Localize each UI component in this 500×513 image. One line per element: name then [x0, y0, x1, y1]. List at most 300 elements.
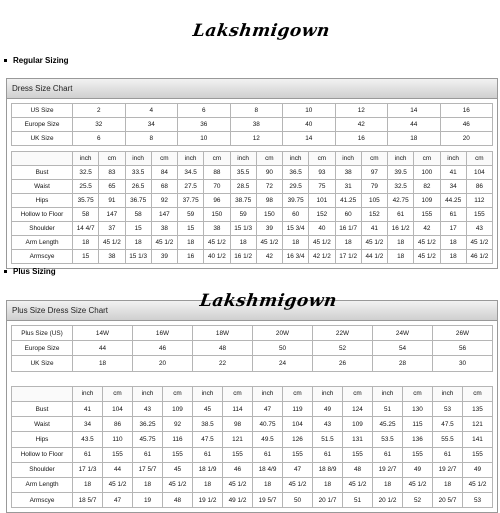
measurement-row [12, 250, 493, 264]
measurement-cell: 105 [361, 194, 387, 208]
measurement-cell: 98 [223, 417, 253, 432]
measurement-cell: 18 [335, 236, 361, 250]
measurement-cell: 58 [73, 208, 99, 222]
measurement-row [12, 432, 493, 447]
measurement-cell: 18 [73, 477, 103, 492]
measurement-cell: 126 [283, 432, 313, 447]
unit-cell: cm [223, 386, 253, 401]
measurement-cell: 55.5 [433, 432, 463, 447]
measurement-cell: 16 1/7 [335, 222, 361, 236]
unit-cell: cm [466, 152, 492, 166]
unit-cell: inch [283, 152, 309, 166]
unit-cell: inch [230, 152, 256, 166]
measurement-cell: 18 [388, 250, 414, 264]
row-label: Armscye [12, 493, 73, 508]
plus-size-chart [6, 300, 498, 513]
section-title-plus [4, 267, 56, 276]
size-cell: 18W [193, 326, 253, 341]
size-cell: 40 [283, 118, 336, 132]
unit-cell: inch [440, 152, 466, 166]
size-cell: 14 [388, 104, 441, 118]
measurement-cell: 42 1/2 [309, 250, 335, 264]
measurement-cell: 58 [125, 208, 151, 222]
size-cell: 2 [73, 104, 126, 118]
measurement-cell: 42.75 [388, 194, 414, 208]
size-cell: 26 [313, 356, 373, 371]
measurement-cell: 75 [309, 180, 335, 194]
size-cell: 28 [373, 356, 433, 371]
measurement-cell: 136 [403, 432, 433, 447]
measurement-cell: 43.5 [73, 432, 103, 447]
size-cell: 56 [433, 341, 493, 356]
measurement-cell: 112 [466, 194, 492, 208]
unit-cell: cm [414, 152, 440, 166]
measurement-row [12, 493, 493, 508]
brand-logo-watermark: Lakshmigown [198, 291, 339, 311]
size-row [12, 104, 493, 118]
measurement-cell: 147 [151, 208, 177, 222]
measurement-cell: 110 [103, 432, 133, 447]
measurement-cell: 150 [256, 208, 282, 222]
measurement-cell: 60 [335, 208, 361, 222]
unit-cell: inch [373, 386, 403, 401]
measurement-cell: 96 [204, 194, 230, 208]
size-row [12, 356, 493, 371]
size-cell: 44 [388, 118, 441, 132]
measurement-cell: 18 [125, 236, 151, 250]
unit-cell: cm [151, 152, 177, 166]
measurement-cell: 61 [253, 447, 283, 462]
measurement-cell: 15 [178, 222, 204, 236]
measurement-cell: 18 [193, 477, 223, 492]
measurement-cell: 88 [204, 166, 230, 180]
size-cell: 18 [388, 132, 441, 146]
measurement-cell: 46 1/2 [466, 250, 492, 264]
measurement-cell: 16 3/4 [283, 250, 309, 264]
measurement-cell: 18 [313, 477, 343, 492]
size-cell: 6 [178, 104, 231, 118]
measurement-cell: 46 [223, 462, 253, 477]
unit-cell: inch [433, 386, 463, 401]
size-cell: 22W [313, 326, 373, 341]
size-row [12, 118, 493, 132]
unit-cell: inch [178, 152, 204, 166]
size-cell: 12 [230, 132, 283, 146]
measurement-row [12, 462, 493, 477]
measurement-cell: 45 [163, 462, 193, 477]
measurement-cell: 17 5/7 [133, 462, 163, 477]
measurement-cell: 83 [99, 166, 125, 180]
size-cell: 30 [433, 356, 493, 371]
row-label: Arm Length [12, 236, 73, 250]
size-cell: 24W [373, 326, 433, 341]
unit-cell: cm [309, 152, 335, 166]
size-cell: 20 [440, 132, 493, 146]
unit-cell: inch [73, 152, 99, 166]
measurement-cell: 43 [466, 222, 492, 236]
measurement-cell: 45 1/2 [463, 477, 493, 492]
measurement-cell: 20 1/7 [313, 493, 343, 508]
measurement-cell: 104 [103, 401, 133, 416]
unit-cell: inch [253, 386, 283, 401]
size-cell: 32 [73, 118, 126, 132]
measurement-cell: 38.75 [230, 194, 256, 208]
size-cell: 36 [178, 118, 231, 132]
measurement-cell: 38.5 [193, 417, 223, 432]
measurement-cell: 40 [309, 222, 335, 236]
measurement-cell: 33.5 [125, 166, 151, 180]
measurement-cell: 124 [343, 401, 373, 416]
size-cell: 52 [313, 341, 373, 356]
size-row [12, 326, 493, 341]
measurement-cell: 49 1/2 [223, 493, 253, 508]
size-cell: 26W [433, 326, 493, 341]
measurement-cell: 150 [204, 208, 230, 222]
measurement-cell: 17 [440, 222, 466, 236]
measurement-cell: 15 3/4 [283, 222, 309, 236]
row-label: UK Size [12, 356, 73, 371]
measurement-cell: 45 1/2 [151, 236, 177, 250]
size-cell: 14W [73, 326, 133, 341]
measurement-cell: 45 1/2 [309, 236, 335, 250]
measurement-cell: 61 [193, 447, 223, 462]
measurement-cell: 41 [361, 222, 387, 236]
measurement-cell: 32.5 [388, 180, 414, 194]
measurement-cell: 36.75 [125, 194, 151, 208]
size-cell: 16 [335, 132, 388, 146]
size-cell: 16 [440, 104, 493, 118]
measurement-cell: 19 [133, 493, 163, 508]
bullet-icon [4, 59, 7, 62]
measurement-cell: 16 1/2 [230, 250, 256, 264]
measurement-cell: 18 [373, 477, 403, 492]
measurement-cell: 25.5 [73, 180, 99, 194]
measurement-cell: 45 1/2 [283, 477, 313, 492]
measurement-cell: 19 2/7 [433, 462, 463, 477]
measurement-cell: 109 [343, 417, 373, 432]
measurement-cell: 18 [178, 236, 204, 250]
measurement-cell: 28.5 [230, 180, 256, 194]
measurement-cell: 36.5 [283, 166, 309, 180]
row-label: Bust [12, 401, 73, 416]
measurement-row [12, 401, 493, 416]
measurement-cell: 38 [335, 166, 361, 180]
measurement-cell: 155 [223, 447, 253, 462]
measurement-cell: 82 [414, 180, 440, 194]
measurement-cell: 119 [283, 401, 313, 416]
measurement-cell: 155 [466, 208, 492, 222]
measurement-cell: 18 [133, 477, 163, 492]
unit-cell: inch [125, 152, 151, 166]
unit-cell: inch [133, 386, 163, 401]
measurement-cell: 61 [440, 208, 466, 222]
size-cell: 42 [335, 118, 388, 132]
measurement-cell: 45 1/2 [163, 477, 193, 492]
measurement-row [12, 236, 493, 250]
measurement-cell: 39 [256, 222, 282, 236]
unit-cell: cm [163, 386, 193, 401]
size-row [12, 341, 493, 356]
bullet-icon [4, 270, 7, 273]
measurement-cell: 114 [223, 401, 253, 416]
measurement-cell: 155 [463, 447, 493, 462]
measurement-cell: 14 4/7 [73, 222, 99, 236]
measurement-cell: 45.75 [133, 432, 163, 447]
measurement-cell: 32.5 [73, 166, 99, 180]
size-cell: 54 [373, 341, 433, 356]
measurement-cell: 98 [256, 194, 282, 208]
measurement-cell: 18 [440, 250, 466, 264]
row-label: Hollow to Floor [12, 208, 73, 222]
size-cell: 22 [193, 356, 253, 371]
measurement-cell: 41 [73, 401, 103, 416]
measurement-cell: 104 [466, 166, 492, 180]
measurement-cell: 38 [99, 250, 125, 264]
measurement-cell: 155 [163, 447, 193, 462]
measurement-cell: 36.25 [133, 417, 163, 432]
section-title-plus-text: Plus Sizing [13, 267, 56, 276]
measurement-row [12, 208, 493, 222]
measurement-cell: 48 [163, 493, 193, 508]
size-cell: 10 [283, 104, 336, 118]
measurement-cell: 59 [178, 208, 204, 222]
size-cell: 34 [125, 118, 178, 132]
measurement-cell: 97 [361, 166, 387, 180]
measurement-cell: 47 [253, 401, 283, 416]
unit-cell: inch [335, 152, 361, 166]
brand-logo-top: Lakshmigown [191, 21, 332, 41]
measurement-cell: 90 [256, 166, 282, 180]
measurement-cell: 17 1/2 [335, 250, 361, 264]
measurement-row [12, 417, 493, 432]
size-cell: 24 [253, 356, 313, 371]
measurement-cell: 15 [73, 250, 99, 264]
measurement-cell: 84 [151, 166, 177, 180]
measurement-cell: 109 [163, 401, 193, 416]
measurement-cell: 45 [193, 401, 223, 416]
unit-cell: cm [99, 152, 125, 166]
measurement-cell: 52 [403, 493, 433, 508]
measurement-cell: 70 [204, 180, 230, 194]
measurement-cell: 18 [388, 236, 414, 250]
row-label: Shoulder [12, 222, 73, 236]
measurement-cell: 53.5 [373, 432, 403, 447]
size-cell: 12 [335, 104, 388, 118]
measurement-cell: 20 5/7 [433, 493, 463, 508]
row-label: Bust [12, 166, 73, 180]
measurement-cell: 45 1/2 [256, 236, 282, 250]
measurement-cell: 91 [99, 194, 125, 208]
measurement-row [12, 447, 493, 462]
measurement-cell: 59 [230, 208, 256, 222]
measurement-cell: 18 [253, 477, 283, 492]
unit-label-cell [12, 152, 73, 166]
measurement-cell: 141 [463, 432, 493, 447]
size-cell: 46 [133, 341, 193, 356]
unit-cell: cm [283, 386, 313, 401]
size-cell: 8 [230, 104, 283, 118]
measurement-row [12, 166, 493, 180]
size-cell: 4 [125, 104, 178, 118]
measurement-cell: 147 [99, 208, 125, 222]
measurement-cell: 43 [133, 401, 163, 416]
measurement-cell: 60 [283, 208, 309, 222]
measurement-cell: 31 [335, 180, 361, 194]
row-label: US Size [12, 104, 73, 118]
measurement-cell: 38 [151, 222, 177, 236]
measurement-cell: 45 1/2 [414, 236, 440, 250]
measurement-cell: 39.5 [388, 166, 414, 180]
measurement-cell: 18 [440, 236, 466, 250]
measurement-row [12, 194, 493, 208]
size-cell: 46 [440, 118, 493, 132]
measurement-cell: 40 1/2 [204, 250, 230, 264]
measurement-cell: 41 [440, 166, 466, 180]
measurement-cell: 39 [151, 250, 177, 264]
measurement-cell: 15 1/3 [125, 250, 151, 264]
measurement-cell: 68 [151, 180, 177, 194]
measurement-cell: 35.5 [230, 166, 256, 180]
unit-label-cell [12, 386, 73, 401]
measurement-row [12, 477, 493, 492]
measurement-cell: 17 1/3 [73, 462, 103, 477]
measurement-cell: 92 [151, 194, 177, 208]
size-cell: 20W [253, 326, 313, 341]
measurement-cell: 72 [256, 180, 282, 194]
measurement-cell: 45 1/2 [343, 477, 373, 492]
measurement-cell: 42 [256, 250, 282, 264]
measurement-cell: 37.75 [178, 194, 204, 208]
measurement-cell: 155 [414, 208, 440, 222]
measurement-cell: 49 [313, 401, 343, 416]
measurement-cell: 47 [103, 493, 133, 508]
measurement-cell: 121 [463, 417, 493, 432]
unit-cell: inch [313, 386, 343, 401]
row-label: Plus Size (US) [12, 326, 73, 341]
size-cell: 20 [133, 356, 193, 371]
measurement-cell: 51 [373, 401, 403, 416]
unit-cell: cm [204, 152, 230, 166]
measurement-cell: 61 [373, 447, 403, 462]
measurement-cell: 18 [433, 477, 463, 492]
measurement-cell: 42 [414, 222, 440, 236]
measurement-cell: 29.5 [283, 180, 309, 194]
measurement-cell: 53 [433, 401, 463, 416]
measurement-cell: 18 5/7 [73, 493, 103, 508]
unit-cell: cm [463, 386, 493, 401]
measurement-cell: 92 [163, 417, 193, 432]
unit-cell: cm [361, 152, 387, 166]
measurement-cell: 16 1/2 [388, 222, 414, 236]
measurement-cell: 40.75 [253, 417, 283, 432]
size-cell: 14 [283, 132, 336, 146]
measurement-cell: 101 [309, 194, 335, 208]
measurement-cell: 45 1/2 [403, 477, 433, 492]
row-label: Arm Length [12, 477, 73, 492]
unit-cell: inch [388, 152, 414, 166]
measurement-cell: 65 [99, 180, 125, 194]
measurement-cell: 100 [414, 166, 440, 180]
measurement-cell: 53 [463, 493, 493, 508]
measurement-cell: 49 [463, 462, 493, 477]
measurement-cell: 86 [103, 417, 133, 432]
regular-chart-header: Dress Size Chart [7, 79, 497, 99]
measurement-row [12, 180, 493, 194]
measurement-cell: 79 [361, 180, 387, 194]
size-cell: 10 [178, 132, 231, 146]
measurement-cell: 45 1/2 [103, 477, 133, 492]
spacer-row [12, 371, 493, 386]
measurement-cell: 47 [283, 462, 313, 477]
measurement-cell: 26.5 [125, 180, 151, 194]
size-row [12, 132, 493, 146]
plus-chart-header: Plus Size Dress Size Chart [7, 301, 497, 321]
measurement-cell: 44 [103, 462, 133, 477]
measurement-cell: 18 [283, 236, 309, 250]
size-cell: 48 [193, 341, 253, 356]
row-label: Europe Size [12, 341, 73, 356]
size-cell: 38 [230, 118, 283, 132]
measurement-cell: 27.5 [178, 180, 204, 194]
measurement-cell: 49 [403, 462, 433, 477]
measurement-cell: 152 [361, 208, 387, 222]
measurement-cell: 45 1/2 [99, 236, 125, 250]
unit-row [12, 386, 493, 401]
measurement-cell: 61 [73, 447, 103, 462]
regular-size-chart [6, 78, 498, 269]
unit-cell: cm [103, 386, 133, 401]
row-label: Hips [12, 194, 73, 208]
measurement-cell: 34 [73, 417, 103, 432]
row-label: Hips [12, 432, 73, 447]
measurement-cell: 19 5/7 [253, 493, 283, 508]
measurement-cell: 155 [283, 447, 313, 462]
size-cell: 6 [73, 132, 126, 146]
unit-cell: cm [343, 386, 373, 401]
measurement-cell: 47.5 [433, 417, 463, 432]
measurement-cell: 18 [230, 236, 256, 250]
measurement-cell: 135 [463, 401, 493, 416]
measurement-cell: 61 [433, 447, 463, 462]
size-cell: 18 [73, 356, 133, 371]
unit-cell: inch [193, 386, 223, 401]
measurement-cell: 115 [403, 417, 433, 432]
size-cell: 16W [133, 326, 193, 341]
measurement-cell: 39.75 [283, 194, 309, 208]
plus-size-table [11, 325, 493, 508]
measurement-cell: 116 [163, 432, 193, 447]
row-label: Hollow to Floor [12, 447, 73, 462]
row-label: Waist [12, 417, 73, 432]
row-label: Armscye [12, 250, 73, 264]
measurement-cell: 61 [388, 208, 414, 222]
measurement-cell: 15 [125, 222, 151, 236]
measurement-cell: 86 [466, 180, 492, 194]
measurement-cell: 16 [178, 250, 204, 264]
measurement-cell: 152 [309, 208, 335, 222]
measurement-cell: 104 [283, 417, 313, 432]
section-title-regular-text: Regular Sizing [13, 56, 69, 65]
measurement-cell: 45.25 [373, 417, 403, 432]
measurement-cell: 45 1/2 [466, 236, 492, 250]
size-cell: 8 [125, 132, 178, 146]
unit-cell: inch [73, 386, 103, 401]
measurement-cell: 61 [313, 447, 343, 462]
measurement-cell: 45 1/2 [223, 477, 253, 492]
measurement-cell: 41.25 [335, 194, 361, 208]
measurement-cell: 61 [133, 447, 163, 462]
size-cell: 44 [73, 341, 133, 356]
